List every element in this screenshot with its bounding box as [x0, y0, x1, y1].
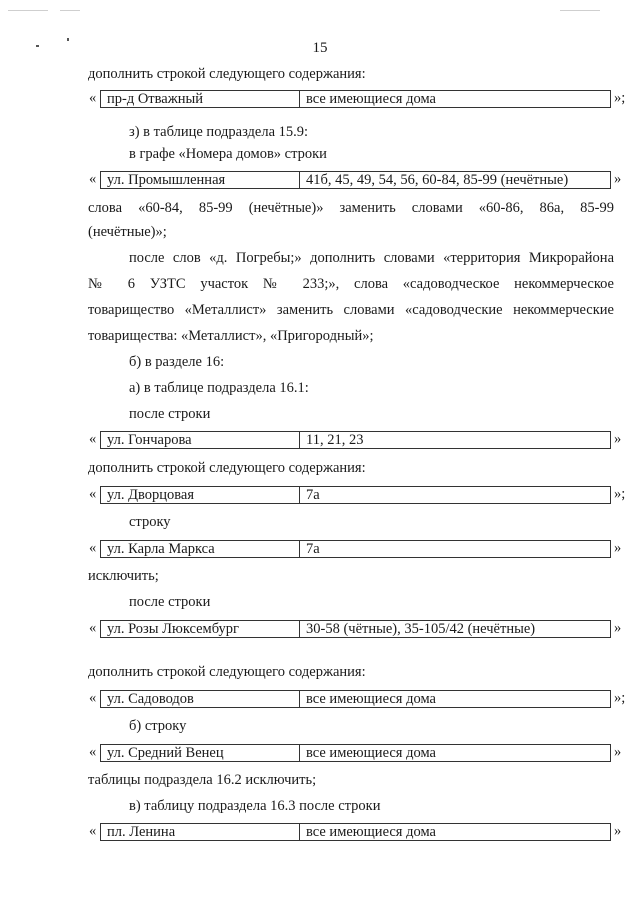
houses-cell: все имеющиеся дома	[306, 91, 436, 107]
close-quote: »	[614, 620, 622, 636]
houses-cell: все имеющиеся дома	[306, 691, 436, 707]
open-quote: «	[89, 744, 97, 760]
page-number: 15	[312, 40, 328, 56]
text-line: з) в таблице подраздела 15.9:	[129, 124, 309, 140]
close-quote: »;	[614, 90, 626, 106]
scan-artifact	[60, 10, 80, 11]
table-row	[100, 171, 611, 189]
houses-cell: 7а	[306, 541, 320, 557]
text-line: таблицы подраздела 16.2 исключить;	[88, 772, 317, 788]
table-row	[100, 486, 611, 504]
close-quote: »;	[614, 690, 626, 706]
open-quote: «	[89, 690, 97, 706]
open-quote: «	[89, 90, 97, 106]
close-quote: »	[614, 431, 622, 447]
open-quote: «	[89, 823, 97, 839]
text-line: слова «60-84, 85-99 (нечётные)» заменить словами «60-86, 86а, 85-99	[88, 200, 614, 216]
houses-cell: 7а	[306, 487, 320, 503]
text-line: дополнить строкой следующего содержания:	[88, 66, 366, 82]
text-line: б) строку	[129, 718, 187, 734]
houses-cell: 41б, 45, 49, 54, 56, 60-84, 85-99 (нечётные)	[306, 172, 569, 188]
text-line: после строки	[129, 406, 211, 422]
street-cell: ул. Дворцовая	[101, 487, 300, 503]
houses-cell: 30-58 (чётные), 35-105/42 (нечётные)	[306, 621, 536, 637]
text-line: в) таблицу подраздела 16.3 после строки	[129, 798, 381, 814]
street-cell: ул. Карла Маркса	[101, 541, 300, 557]
street-cell: пр-д Отважный	[101, 91, 300, 107]
houses-cell: все имеющиеся дома	[306, 745, 436, 761]
houses-cell: все имеющиеся дома	[306, 824, 436, 840]
text-line: после строки	[129, 594, 211, 610]
text-line: строку	[129, 514, 171, 530]
scan-artifact	[8, 10, 48, 11]
open-quote: «	[89, 171, 97, 187]
close-quote: »	[614, 171, 622, 187]
table-row	[100, 744, 611, 762]
close-quote: »	[614, 744, 622, 760]
street-cell: пл. Ленина	[101, 824, 300, 840]
open-quote: «	[89, 431, 97, 447]
close-quote: »	[614, 540, 622, 556]
text-line: № 6 УЗТС участок № 233;», слова «садоводческое некоммерческое	[88, 276, 614, 292]
street-cell: ул. Средний Венец	[101, 745, 300, 761]
text-line: исключить;	[88, 568, 159, 584]
text-line: а) в таблице подраздела 16.1:	[129, 380, 309, 396]
table-row	[100, 690, 611, 708]
table-row	[100, 90, 611, 108]
text-line: товарищество «Металлист» заменить словами «садоводческие некоммерческие	[88, 302, 614, 318]
houses-cell: 11, 21, 23	[306, 432, 364, 448]
text-line: дополнить строкой следующего содержания:	[88, 664, 366, 680]
text-line: в графе «Номера домов» строки	[129, 146, 327, 162]
street-cell: ул. Гончарова	[101, 432, 300, 448]
table-row	[100, 540, 611, 558]
table-row	[100, 431, 611, 449]
table-row	[100, 823, 611, 841]
street-cell: ул. Садоводов	[101, 691, 300, 707]
text-line: после слов «д. Погребы;» дополнить словами «территория Микрорайона	[129, 250, 614, 266]
street-cell: ул. Промышленная	[101, 172, 300, 188]
scan-artifact	[560, 10, 600, 11]
text-line: товарищества: «Металлист», «Пригородный»;	[88, 328, 374, 344]
open-quote: «	[89, 540, 97, 556]
text-line: б) в разделе 16:	[129, 354, 225, 370]
close-quote: »;	[614, 486, 626, 502]
open-quote: «	[89, 486, 97, 502]
text-line: дополнить строкой следующего содержания:	[88, 460, 366, 476]
open-quote: «	[89, 620, 97, 636]
table-row	[100, 620, 611, 638]
text-line: (нечётные)»;	[88, 224, 167, 240]
street-cell: ул. Розы Люксембург	[101, 621, 300, 637]
close-quote: »	[614, 823, 622, 839]
